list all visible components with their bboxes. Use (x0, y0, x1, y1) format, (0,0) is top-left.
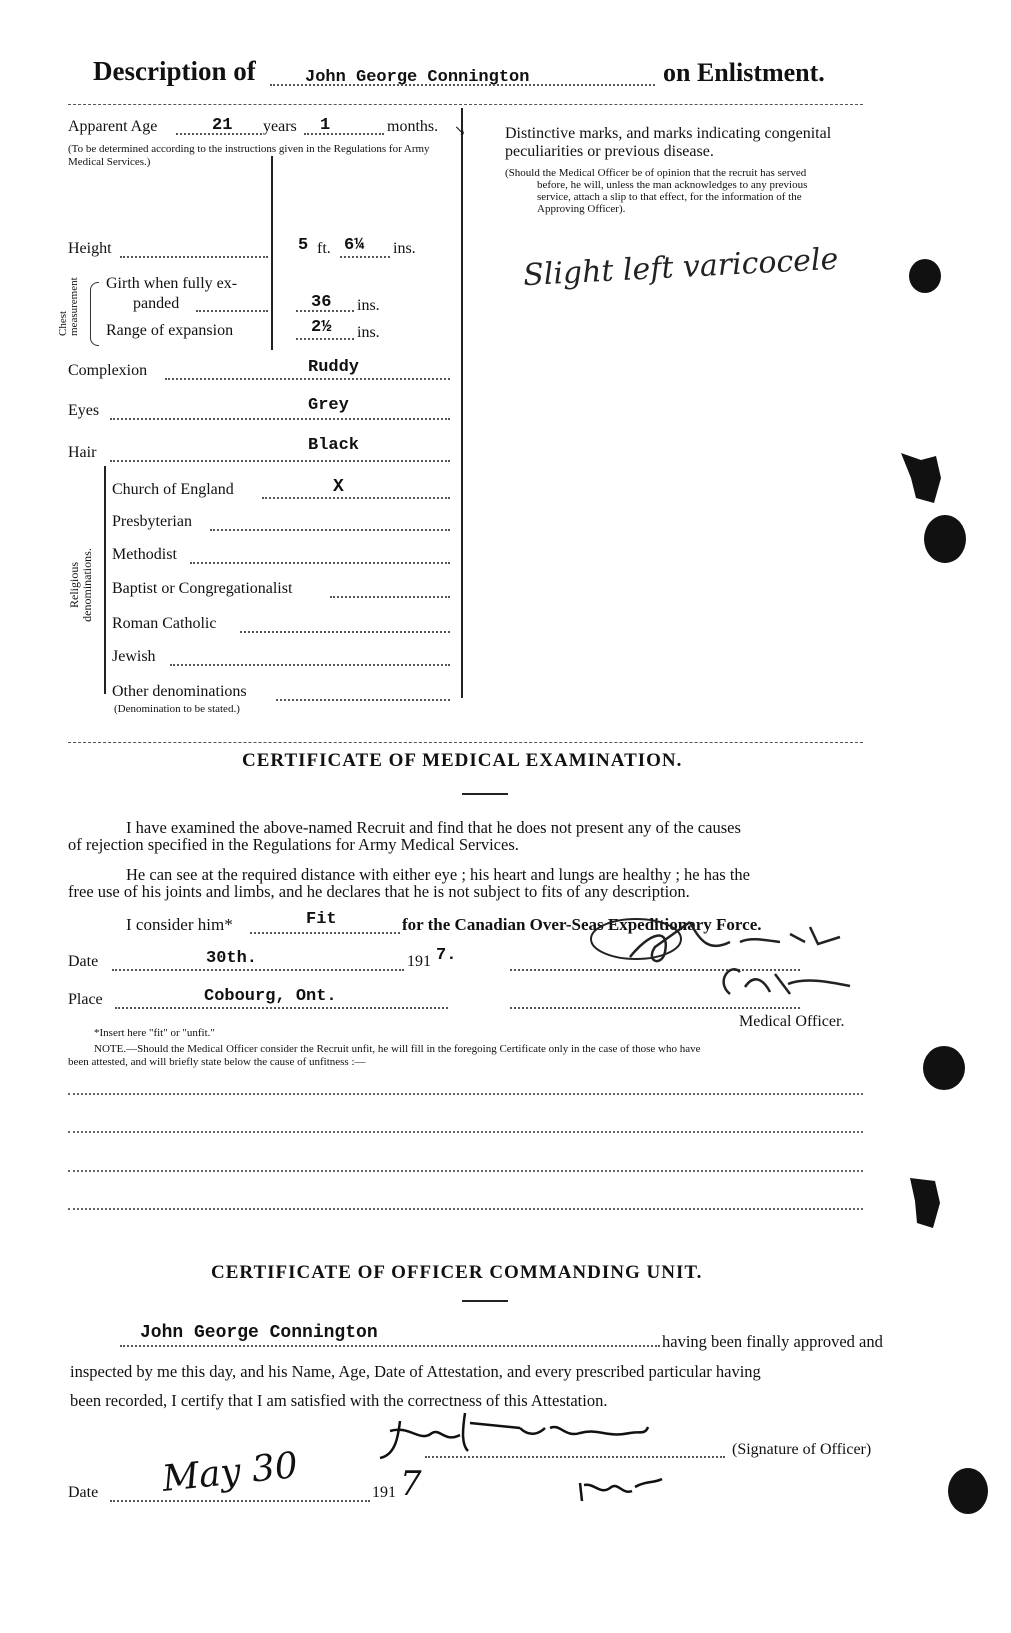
insert-note: *Insert here "fit" or "unfit." (94, 1027, 215, 1039)
commanding-line-2: inspected by me this day, and his Name, Age, Date of Attestation, and every prescribed particular having (70, 1362, 761, 1381)
distinctive-note-4: Approving Officer). (537, 203, 626, 215)
distinctive-note-1: (Should the Medical Officer be of opinion that the recruit has served (505, 167, 807, 179)
header-suffix: on Enlistment. (663, 58, 825, 87)
girth-label-2: panded (133, 295, 180, 312)
religion-item: Presbyterian (112, 513, 192, 530)
religion-other-note: (Denomination to be stated.) (114, 703, 240, 715)
place-value: Cobourg, Ont. (204, 987, 337, 1006)
height-ins-label: ins. (393, 240, 416, 257)
age-months-value: 1 (320, 116, 331, 135)
section-rule (68, 742, 863, 744)
commanding-year-suffix: 7 (400, 1464, 422, 1504)
age-years-value: 21 (212, 116, 233, 135)
blank-line (68, 1208, 863, 1210)
medical-date-label: Date (68, 953, 99, 970)
religion-item: Baptist or Congregationalist (112, 580, 293, 597)
complexion-label: Complexion (68, 362, 148, 379)
medical-date-value: 30th. (206, 949, 258, 968)
signature-of-officer-label: (Signature of Officer) (732, 1441, 872, 1458)
chest-caption: Chest measurement (57, 277, 80, 336)
religion-item: Church of England (112, 481, 234, 498)
place-label: Place (68, 991, 103, 1008)
religion-item: Other denominations (112, 683, 247, 700)
medical-title: CERTIFICATE OF MEDICAL EXAMINATION. (242, 750, 683, 771)
margin-mark: ↘ (454, 124, 466, 139)
punch-hole (923, 1046, 965, 1090)
medical-officer-signature (590, 912, 890, 1012)
girth-unit: ins. (357, 297, 380, 314)
header-rule (68, 104, 863, 106)
medical-para-2-line-1: He can see at the required distance with either eye ; his heart and lungs are healthy ; he has the (126, 865, 751, 884)
ink-blot (896, 448, 946, 508)
religion-caption: Religious denominations. (67, 548, 94, 622)
distinctive-title-1: Distinctive marks, and marks indicating congenital (505, 125, 832, 142)
commanding-name-value: John George Connington (140, 1323, 378, 1343)
unfit-note-line-1: NOTE.—Should the Medical Officer consider the Recruit unfit, he will fill in the foregoing Certificate only in the case of those who have (94, 1043, 701, 1055)
medical-officer-label: Medical Officer. (739, 1013, 845, 1030)
medical-para-1-line-2: of rejection specified in the Regulations for Army Medical Services. (68, 835, 519, 854)
punch-hole (948, 1468, 988, 1514)
religion-item: Jewish (112, 648, 156, 665)
blank-line (68, 1131, 863, 1133)
religion-item: Methodist (112, 546, 177, 563)
commanding-date-label: Date (68, 1484, 99, 1501)
distinctive-title-2: peculiarities or previous disease. (505, 143, 714, 160)
commanding-date-value: May 30 (160, 1445, 300, 1500)
column-divider-center (461, 108, 463, 698)
header-prefix: Description of (93, 56, 256, 86)
consider-label: I consider him* (126, 915, 233, 934)
months-label: months. (387, 118, 439, 135)
medical-year-prefix: 191 (407, 953, 431, 970)
range-label: Range of expansion (106, 322, 234, 339)
religion-item: Roman Catholic (112, 615, 217, 632)
column-divider-left (271, 156, 273, 350)
girth-label-1: Girth when fully ex- (106, 275, 238, 292)
commanding-line-1-suffix: having been finally approved and (662, 1332, 883, 1351)
unfit-note-line-2: been attested, and will briefly state below the cause of unfitness :— (68, 1056, 366, 1068)
girth-value: 36 (311, 293, 332, 312)
medical-para-1-line-1: I have examined the above-named Recruit and find that he does not present any of the causes (126, 818, 741, 837)
hair-label: Hair (68, 444, 97, 461)
height-ft-value: 5 (298, 236, 309, 255)
distinctive-note-3: service, attach a slip to that effect, for the information of the (537, 191, 802, 203)
religion-divider (104, 466, 106, 694)
consider-value: Fit (306, 910, 337, 929)
punch-hole (924, 515, 966, 563)
years-label: years (263, 118, 297, 135)
commanding-line-3: been recorded, I certify that I am satisfied with the correctness of this Attestation. (70, 1391, 608, 1410)
distinctive-note-2: before, he will, unless the man acknowledges to any previous (537, 179, 808, 191)
header-name: John George Connington (305, 68, 530, 87)
medical-para-2-line-2: free use of his joints and limbs, and he declares that he is not subject to fits of any description. (68, 882, 690, 901)
distinctive-entry: Slight left varicocele (522, 241, 840, 294)
medical-year-suffix: 7. (436, 946, 457, 965)
height-in-value: 6¼ (344, 236, 365, 255)
age-label: Apparent Age (68, 118, 158, 135)
eyes-value: Grey (308, 396, 349, 415)
age-note: (To be determined according to the instructions given in the Regulations for Army Medical Services.) (68, 143, 430, 168)
hair-value: Black (308, 436, 360, 455)
commanding-year-prefix: 191 (372, 1484, 396, 1501)
force-text: for the Canadian Over-Seas Expeditionary Force. (402, 915, 762, 934)
blank-line (68, 1093, 863, 1095)
range-unit: ins. (357, 324, 380, 341)
range-value: 2½ (311, 318, 332, 337)
blank-line (68, 1170, 863, 1172)
ink-blot (905, 1173, 945, 1233)
height-label: Height (68, 240, 112, 257)
punch-hole (909, 259, 941, 293)
religion-mark: X (333, 477, 344, 497)
complexion-value: Ruddy (308, 358, 360, 377)
commanding-title: CERTIFICATE OF OFFICER COMMANDING UNIT. (211, 1262, 703, 1283)
eyes-label: Eyes (68, 402, 100, 419)
ft-label: ft. (317, 240, 331, 257)
